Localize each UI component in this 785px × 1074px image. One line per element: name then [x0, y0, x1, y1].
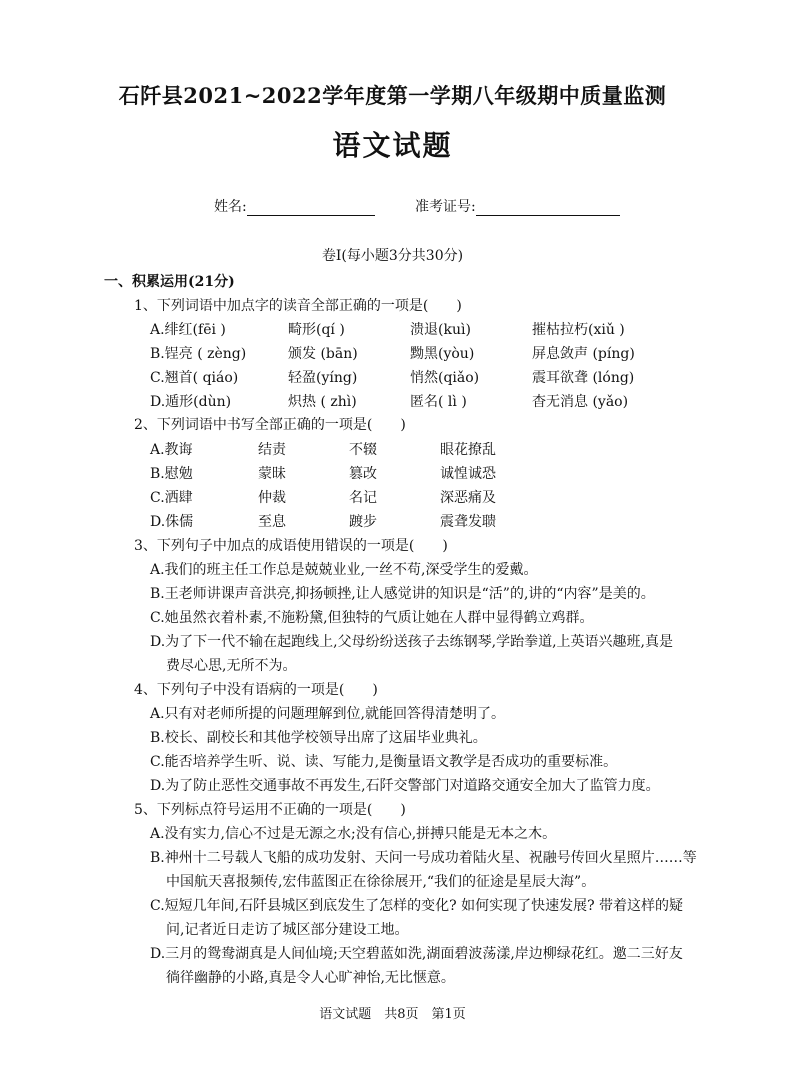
q2-b1: B.慰勉	[150, 466, 193, 482]
volume-label: 卷Ⅰ(每小题3分共30分)	[321, 248, 464, 264]
q5-option-c-cont: 问,记者近日走访了城区部分建设工地。	[166, 922, 409, 938]
q2-a2: 结责	[258, 442, 286, 458]
name-field	[214, 196, 375, 216]
q2-d3: 踱步	[349, 514, 377, 530]
q5-option-b-cont: 中国航天喜报频传,宏伟蓝图正在徐徐展开,“我们的征途是星辰大海”。	[166, 874, 596, 890]
q2-b4: 诚惶诚恐	[440, 466, 496, 482]
id-label: 准考证号:	[415, 199, 476, 215]
q2-c4: 深恶痛及	[440, 490, 496, 506]
q2-d1: D.侏儒	[150, 514, 194, 530]
q2-a3: 不辍	[349, 442, 377, 458]
q4-option-a: A.只有对老师所提的问题理解到位,就能回答得清楚明了。	[150, 706, 506, 722]
q2-b3: 篡改	[349, 466, 377, 482]
q5-option-d: D.三月的鸳鸯湖真是人间仙境;天空碧蓝如洗,湖面碧波荡漾,岸边柳绿花红。邀二三好友	[150, 946, 683, 962]
q1-c2: 轻盈(yíng)	[288, 370, 358, 386]
q2-d4: 震聋发聩	[440, 514, 496, 530]
q2-a1: A.教诲	[150, 442, 193, 458]
name-label: 姓名:	[214, 199, 247, 215]
q2-d2: 至息	[258, 514, 286, 530]
q3-stem: 3、下列句子中加点的成语使用错误的一项是( )	[134, 538, 448, 554]
q1-b1: B.锃亮 ( zèng)	[150, 346, 247, 362]
q1-c1: C.翘首( qiáo)	[150, 370, 239, 386]
q1-stem: 1、下列词语中加点字的读音全部正确的一项是( )	[134, 298, 462, 314]
q2-c3: 名记	[349, 490, 377, 506]
q1-b2: 颁发 (bān)	[288, 346, 358, 362]
q3-option-c: C.她虽然衣着朴素,不施粉黛,但独特的气质让她在人群中显得鹤立鸡群。	[150, 610, 594, 626]
subject-title: 语文试题	[332, 129, 453, 162]
q2-stem: 2、下列词语中书写全部正确的一项是( )	[134, 417, 406, 433]
q5-stem: 5、下列标点符号运用不正确的一项是( )	[134, 802, 406, 818]
q1-d2: 炽热 ( zhì)	[288, 394, 357, 410]
q1-b4: 屏息敛声 (píng)	[532, 346, 635, 362]
id-blank	[476, 201, 620, 216]
q3-option-a: A.我们的班主任工作总是兢兢业业,一丝不苟,深受学生的爱戴。	[150, 562, 538, 578]
q5-option-a: A.没有实力,信心不过是无源之水;没有信心,拼搏只能是无本之木。	[150, 826, 557, 842]
q1-d4: 杳无消息 (yǎo)	[532, 394, 629, 410]
q2-c1: C.洒肆	[150, 490, 193, 506]
q4-option-d: D.为了防止恶性交通事故不再发生,石阡交警部门对道路交通安全加大了监管力度。	[150, 778, 660, 794]
q1-c3: 悄然(qiǎo)	[410, 370, 480, 386]
q5-option-d-cont: 徜徉幽静的小路,真是令人心旷神怡,无比惬意。	[166, 970, 455, 986]
q3-option-d: D.为了下一代不输在起跑线上,父母纷纷送孩子去练钢琴,学跆拳道,上英语兴趣班,真是	[150, 634, 673, 650]
q3-option-b: B.王老师讲课声音洪亮,抑扬顿挫,让人感觉讲的知识是“活”的,讲的“内容”是美的。	[150, 586, 655, 602]
q2-a4: 眼花撩乱	[440, 442, 496, 458]
id-field	[415, 196, 620, 216]
q1-a1: A.绯红(fēi )	[150, 322, 226, 338]
q1-c4: 震耳欲聋 (lóng)	[532, 370, 635, 386]
exam-title: 石阡县2021~2022学年度第一学期八年级期中质量监测	[118, 83, 667, 108]
q2-b2: 蒙昧	[258, 466, 286, 482]
name-blank	[247, 201, 375, 216]
q1-b3: 黝黑(yòu)	[410, 346, 475, 362]
q1-d3: 匿名( lì )	[410, 394, 467, 410]
q1-d1: D.遁形(dùn)	[150, 394, 232, 410]
q5-option-b: B.神州十二号载人飞船的成功发射、天问一号成功着陆火星、祝融号传回火星照片……等	[150, 850, 697, 866]
q5-option-c: C.短短几年间,石阡县城区到底发生了怎样的变化? 如何实现了快速发展? 带着这样的疑	[150, 898, 684, 914]
page-footer: 语文试题 共8页 第1页	[319, 1007, 466, 1022]
q1-a4: 摧枯拉朽(xiǔ )	[532, 322, 625, 338]
section-heading: 一、积累运用(21分)	[104, 274, 235, 290]
q1-a3: 溃退(kuì)	[410, 322, 471, 338]
q2-c2: 仲裁	[258, 490, 286, 506]
q4-option-b: B.校长、副校长和其他学校领导出席了这届毕业典礼。	[150, 730, 487, 746]
q1-a2: 畸形(qí )	[288, 322, 345, 338]
q4-option-c: C.能否培养学生听、说、读、写能力,是衡量语文教学是否成功的重要标准。	[150, 754, 618, 770]
q4-stem: 4、下列句子中没有语病的一项是( )	[134, 682, 378, 698]
q3-option-d-cont: 费尽心思,无所不为。	[166, 658, 297, 674]
